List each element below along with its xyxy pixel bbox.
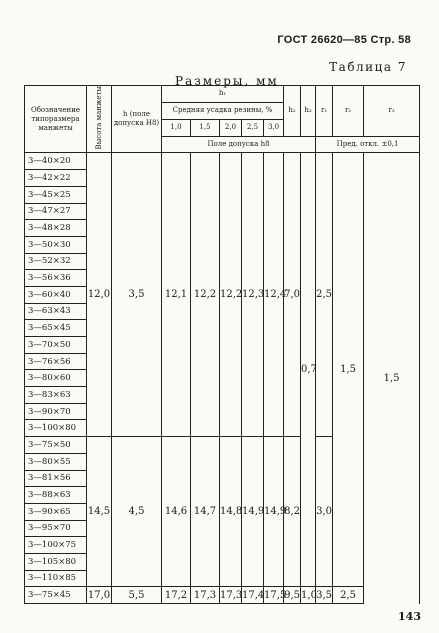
col-r2: r₂	[333, 86, 364, 137]
designation-cell: 3—47×27	[25, 203, 87, 220]
col-h3: h₃	[301, 86, 316, 137]
col-tol-pred: Пред. откл. ±0,1	[316, 136, 420, 153]
col-height	[87, 86, 112, 153]
designation-cell: 3—81×56	[25, 470, 87, 487]
h3-cell: 0,7	[301, 153, 316, 587]
r3-cell: 1,5	[364, 153, 420, 604]
table-row	[25, 587, 420, 604]
h1-cell: 12,1	[162, 153, 191, 437]
h3-cell: 1,0	[301, 587, 316, 604]
page-number: 143	[398, 610, 421, 623]
h2-cell: 9,5	[284, 587, 301, 604]
col-tol-field: Поле допуска h8	[162, 136, 316, 153]
col-r3: r₃	[364, 86, 420, 137]
h1-cell: 17,5	[264, 587, 284, 604]
h1-cell: 14,7	[191, 437, 220, 587]
designation-cell: 3—90×70	[25, 403, 87, 420]
designation-cell: 3—105×80	[25, 553, 87, 570]
table-title: Размеры, мм	[175, 74, 279, 88]
h1-cell: 12,4	[264, 153, 284, 437]
h1-cell: 17,3	[220, 587, 242, 604]
col-r1: r₁	[316, 86, 333, 137]
h1-cell: 12,2	[191, 153, 220, 437]
designation-cell: 3—83×63	[25, 387, 87, 404]
r1-cell: 2,5	[316, 153, 333, 437]
col-designation: Обозначение типоразмера манжеты	[25, 86, 87, 153]
designation-cell: 3—42×22	[25, 170, 87, 187]
designation-cell: 3—65×45	[25, 320, 87, 337]
designation-cell: 3—56×36	[25, 270, 87, 287]
col-h2: h₂	[284, 86, 301, 137]
h1-cell: 14,6	[162, 437, 191, 587]
designation-cell: 3—60×40	[25, 286, 87, 303]
designation-cell: 3—48×28	[25, 220, 87, 237]
shrink-value: 2,5	[242, 119, 264, 136]
designation-cell: 3—100×75	[25, 537, 87, 554]
table-body	[25, 153, 420, 604]
page-header: ГОСТ 26620—85 Стр. 58	[277, 34, 411, 46]
r2-cell: 2,5	[333, 587, 364, 604]
table-label: Таблица 7	[329, 60, 407, 74]
r1-cell: 3,0	[316, 437, 333, 587]
designation-cell: 3—75×45	[25, 587, 87, 604]
h1-cell: 14,8	[220, 437, 242, 587]
designation-cell: 3—80×55	[25, 453, 87, 470]
shrink-value: 1,5	[191, 119, 220, 136]
designation-cell: 3—45×25	[25, 186, 87, 203]
designation-cell: 3—63×43	[25, 303, 87, 320]
designation-cell: 3—50×30	[25, 236, 87, 253]
col-h1: h₁	[162, 86, 284, 103]
shrink-value: 1,0	[162, 119, 191, 136]
h-cell: 4,5	[112, 437, 162, 587]
designation-cell: 3—90×65	[25, 503, 87, 520]
r2-cell: 1,5	[333, 153, 364, 587]
designation-cell: 3—95×70	[25, 520, 87, 537]
dimensions-table	[24, 85, 420, 604]
h2-cell: 8,2	[284, 437, 301, 587]
r1-cell: 3,5	[316, 587, 333, 604]
col-shrinkage: Средняя усадка резины, %	[162, 102, 284, 119]
designation-cell: 3—88×63	[25, 487, 87, 504]
h1-cell: 17,3	[191, 587, 220, 604]
table-row	[25, 153, 420, 170]
shrink-value: 3,0	[264, 119, 284, 136]
h-cell: 3,5	[112, 153, 162, 437]
designation-cell: 3—80×60	[25, 370, 87, 387]
h1-cell: 17,4	[242, 587, 264, 604]
h1-cell: 14,9	[264, 437, 284, 587]
h-cell: 5,5	[112, 587, 162, 604]
h1-cell: 12,2	[220, 153, 242, 437]
h1-cell: 12,3	[242, 153, 264, 437]
shrink-value: 2,0	[220, 119, 242, 136]
h1-cell: 17,2	[162, 587, 191, 604]
h2-cell: 7,0	[284, 153, 301, 437]
designation-cell: 3—70×50	[25, 337, 87, 354]
col-h: h (поле допуска H8)	[112, 86, 162, 153]
height-cell: 17,0	[87, 587, 112, 604]
designation-cell: 3—52×32	[25, 253, 87, 270]
designation-cell: 3—100×80	[25, 420, 87, 437]
designation-cell: 3—75×50	[25, 437, 87, 454]
designation-cell: 3—40×20	[25, 153, 87, 170]
height-cell: 14,5	[87, 437, 112, 587]
h1-cell: 14,9	[242, 437, 264, 587]
height-cell: 12,0	[87, 153, 112, 437]
designation-cell: 3—76×56	[25, 353, 87, 370]
col-height-label: Высота манжеты	[95, 86, 103, 150]
designation-cell: 3—110×85	[25, 570, 87, 587]
